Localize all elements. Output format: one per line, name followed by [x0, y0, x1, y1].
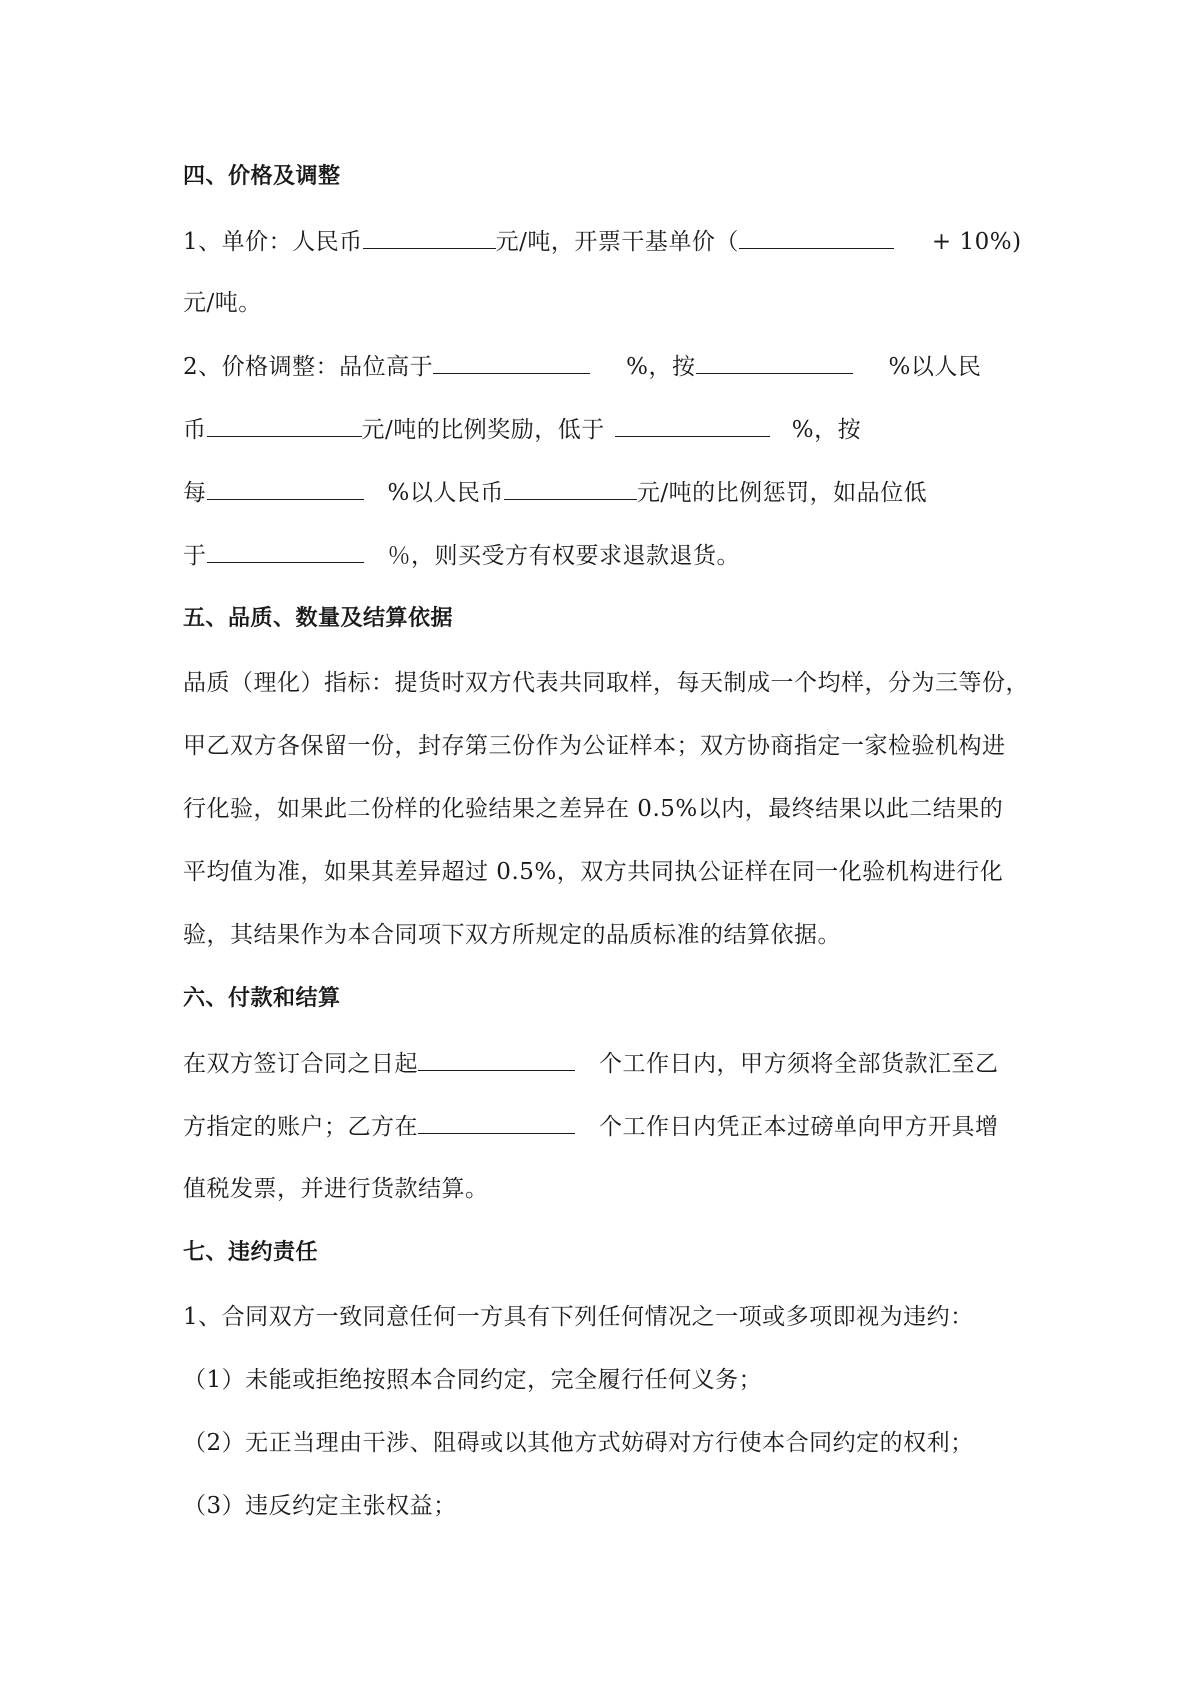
text: %，按 [791, 417, 862, 443]
price-adjust-line-3 [183, 477, 927, 508]
text: 元/吨，开票干基单价（ [495, 229, 739, 255]
quality-line-2: 甲乙双方各保留一份，封存第三份作为公证样本；双方协商指定一家检验机构进 [183, 733, 1006, 759]
liability-item-3: （3）违反约定主张权益； [183, 1493, 457, 1519]
blank-field[interactable] [615, 414, 770, 437]
text: 在双方签订合同之日起 [183, 1051, 418, 1077]
payment-line-2 [183, 1111, 999, 1142]
text: 元/吨。 [183, 290, 262, 316]
section-heading-liability: 七、违约责任 [183, 1240, 319, 1265]
blank-field[interactable] [207, 477, 364, 500]
text: 方指定的账户；乙方在 [183, 1114, 418, 1140]
quality-line-3: 行化验，如果此二份样的化验结果之差异在 0.5%以内，最终结果以此二结果的 [183, 796, 1004, 822]
liability-item-2: （2）无正当理由干涉、阻碍或以其他方式妨碍对方行使本合同约定的权利； [183, 1430, 974, 1456]
quality-line-4: 平均值为准，如果其差异超过 0.5%，双方共同执公证样在同一化验机构进行化 [183, 859, 1004, 885]
price-adjust-line-2 [183, 414, 861, 445]
quality-line-5: 验，其结果作为本合同项下双方所规定的品质标准的结算依据。 [183, 922, 841, 948]
liability-item-1: （1）未能或拒绝按照本合同约定，完全履行任何义务； [183, 1367, 763, 1393]
unit-price-line [183, 226, 1022, 257]
quality-line-1: 品质（理化）指标：提货时双方代表共同取样，每天制成一个均样，分为三等份， [183, 670, 1029, 696]
blank-field[interactable] [433, 351, 590, 374]
blank-field[interactable] [696, 351, 853, 374]
text: %以人民币 [387, 480, 504, 506]
text: 个工作日内，甲方须将全部货款汇至乙 [599, 1051, 999, 1077]
payment-line-1 [183, 1048, 999, 1079]
text: %，按 [626, 354, 696, 380]
payment-line-3: 值税发票，并进行货款结算。 [183, 1176, 489, 1202]
blank-field[interactable] [207, 414, 362, 437]
text: 每 [183, 480, 207, 506]
section-heading-payment: 六、付款和结算 [183, 986, 341, 1011]
section-heading-quality: 五、品质、数量及结算依据 [183, 606, 454, 631]
blank-field[interactable] [739, 226, 894, 249]
blank-field[interactable] [418, 1111, 575, 1134]
blank-field[interactable] [504, 477, 637, 500]
text: 于 [183, 543, 207, 569]
section-heading-price: 四、价格及调整 [183, 164, 341, 189]
text: 2、价格调整：品位高于 [183, 354, 434, 380]
text: 个工作日内凭正本过磅单向甲方开具增 [599, 1114, 999, 1140]
price-adjust-line-4 [183, 540, 740, 571]
text: 币 [183, 417, 207, 443]
unit-price-line-2 [183, 288, 262, 318]
blank-field[interactable] [363, 226, 496, 249]
text: ％，则买受方有权要求退款退货。 [387, 543, 740, 569]
text: + 10%) [931, 229, 1022, 255]
text: 元/吨的比例惩罚，如品位低 [636, 480, 928, 506]
liability-line-1: 1、合同双方一致同意任何一方具有下列任何情况之一项或多项即视为违约： [183, 1304, 974, 1330]
blank-field[interactable] [207, 540, 364, 563]
text: 元/吨的比例奖励，低于 [361, 417, 605, 443]
text: %以人民 [888, 354, 982, 380]
text: 1、单价：人民币 [183, 229, 363, 255]
price-adjust-line-1 [183, 351, 981, 382]
blank-field[interactable] [418, 1048, 575, 1071]
